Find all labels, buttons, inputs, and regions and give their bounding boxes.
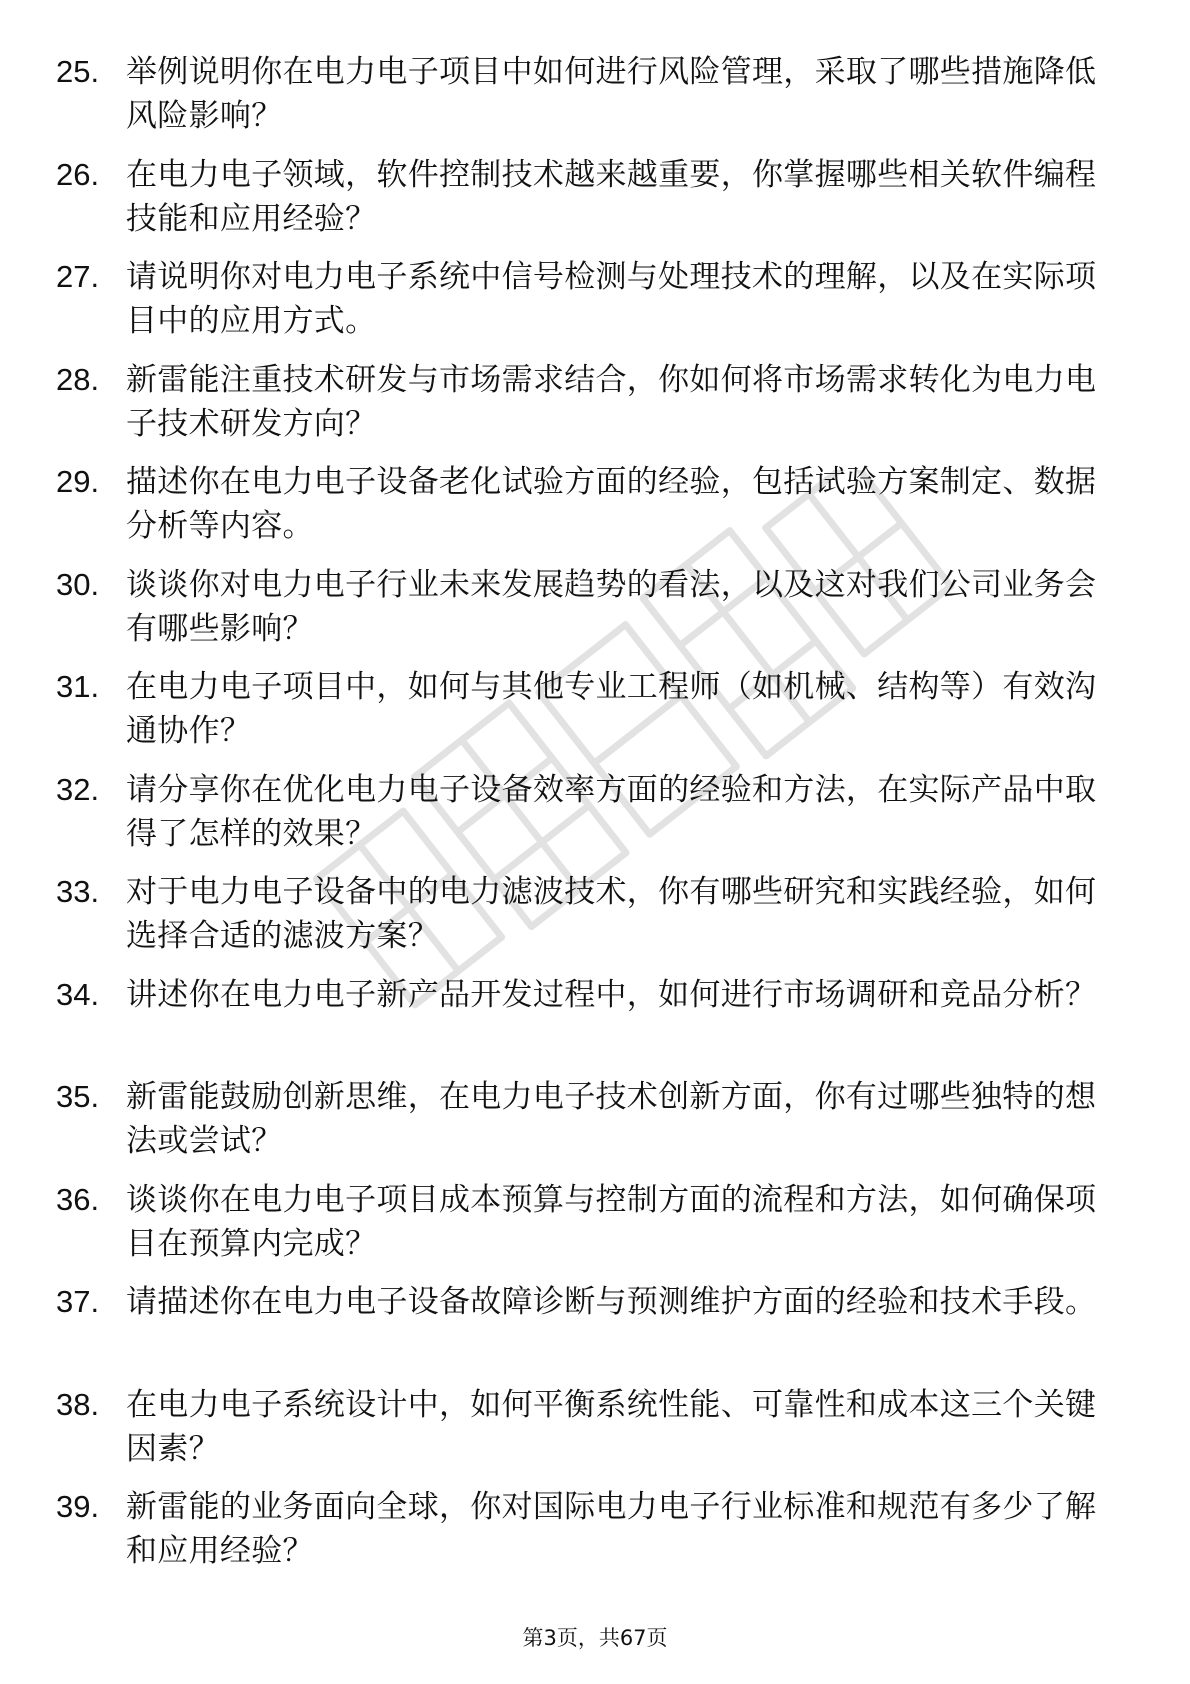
- question-item: [56, 50, 1116, 153]
- question-text: 新雷能的业务面向全球，你对国际电力电子行业标准和规范有多少了解和应用经验？: [126, 1489, 1097, 1569]
- question-number: 37.: [56, 1284, 100, 1319]
- question-text: 在电力电子项目中，如何与其他专业工程师（如机械、结构等）有效沟通协作？: [126, 669, 1097, 749]
- question-item: [56, 1280, 1116, 1383]
- question-number: 36.: [56, 1181, 100, 1217]
- question-text: 谈谈你在电力电子项目成本预算与控制方面的流程和方法，如何确保项目在预算内完成？: [126, 1181, 1097, 1262]
- question-number: 34.: [56, 976, 100, 1012]
- question-text: 请描述你在电力电子设备故障诊断与预测维护方面的经验和技术手段。: [126, 1284, 1097, 1320]
- question-number: 30.: [56, 566, 100, 602]
- question-text: 举例说明你在电力电子项目中如何进行风险管理，采取了哪些措施降低风险影响？: [126, 54, 1097, 134]
- question-number: 26.: [56, 156, 100, 192]
- question-text: 谈谈你对电力电子行业未来发展趋势的看法，以及这对我们公司业务会有哪些影响？: [126, 566, 1097, 647]
- page-footer: [0, 1624, 1190, 1652]
- question-text: 讲述你在电力电子新产品开发过程中，如何进行市场调研和竞品分析？: [126, 976, 1097, 1013]
- page-number-label: 第3页，共67页: [522, 1626, 668, 1650]
- question-list: [56, 50, 1116, 1588]
- question-text: 新雷能鼓励创新思维，在电力电子技术创新方面，你有过哪些独特的想法或尝试？: [126, 1079, 1097, 1159]
- question-number: 25.: [56, 54, 100, 89]
- question-item: [56, 255, 1116, 358]
- question-text: 在电力电子领域，软件控制技术越来越重要，你掌握哪些相关软件编程技能和应用经验？: [126, 156, 1097, 237]
- question-number: 35.: [56, 1079, 100, 1114]
- question-number: 32.: [56, 771, 100, 807]
- question-item: [56, 870, 1116, 973]
- question-item: [56, 358, 1116, 461]
- question-number: 27.: [56, 259, 100, 294]
- question-number: 38.: [56, 1386, 100, 1422]
- question-item: [56, 460, 1116, 563]
- question-text: 在电力电子系统设计中，如何平衡系统性能、可靠性和成本这三个关键因素？: [126, 1386, 1097, 1467]
- question-number: 39.: [56, 1489, 100, 1524]
- question-text: 请分享你在优化电力电子设备效率方面的经验和方法，在实际产品中取得了怎样的效果？: [126, 771, 1097, 852]
- question-item: [56, 665, 1116, 768]
- question-item: [56, 563, 1116, 666]
- question-item: [56, 153, 1116, 256]
- question-number: 29.: [56, 464, 100, 499]
- question-text: 描述你在电力电子设备老化试验方面的经验，包括试验方案制定、数据分析等内容。: [126, 464, 1097, 544]
- question-item: [56, 768, 1116, 871]
- question-item: [56, 1485, 1116, 1588]
- question-number: 33.: [56, 874, 100, 909]
- question-text: 新雷能注重技术研发与市场需求结合，你如何将市场需求转化为电力电子技术研发方向？: [126, 361, 1097, 442]
- question-number: 31.: [56, 669, 100, 704]
- question-item: [56, 973, 1116, 1076]
- question-item: [56, 1075, 1116, 1178]
- question-text: 对于电力电子设备中的电力滤波技术，你有哪些研究和实践经验，如何选择合适的滤波方案？: [126, 874, 1097, 954]
- question-item: [56, 1178, 1116, 1281]
- question-item: [56, 1383, 1116, 1486]
- question-text: 请说明你对电力电子系统中信号检测与处理技术的理解，以及在实际项目中的应用方式。: [126, 259, 1097, 339]
- question-number: 28.: [56, 361, 100, 397]
